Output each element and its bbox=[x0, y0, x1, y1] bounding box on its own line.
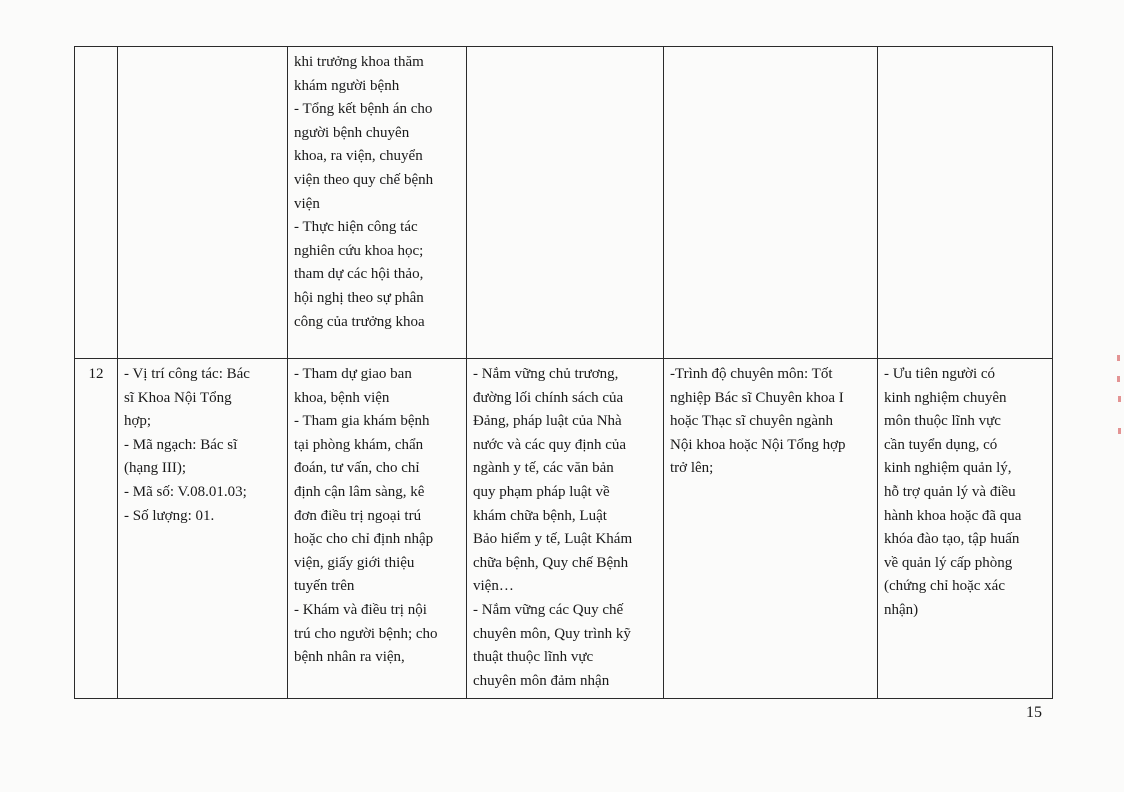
text-line: người bệnh chuyên bbox=[294, 124, 410, 141]
text-line: khám người bệnh bbox=[294, 77, 400, 94]
text-line: kinh nghiệm quản lý, bbox=[884, 460, 1012, 477]
cell-duties-continued bbox=[288, 47, 467, 359]
text-line: thuật thuộc lĩnh vực bbox=[473, 649, 594, 666]
text-line: (hạng III); bbox=[124, 460, 187, 477]
text-line: Bảo hiểm y tế, Luật Khám bbox=[473, 531, 633, 548]
table-row-12 bbox=[75, 359, 1053, 699]
text-line: hoặc cho chỉ định nhập bbox=[294, 531, 434, 548]
text-line: - Tham gia khám bệnh bbox=[294, 413, 430, 430]
cell-position bbox=[118, 359, 288, 699]
cell-stt-empty bbox=[75, 47, 118, 359]
scan-mark bbox=[1117, 355, 1120, 361]
cell-knowledge-empty bbox=[467, 47, 664, 359]
cell-qualification bbox=[664, 359, 878, 699]
text-line: hội nghị theo sự phân bbox=[294, 289, 424, 306]
page-number: 15 bbox=[1026, 704, 1042, 721]
text-line: viện bbox=[294, 195, 320, 212]
text-line: Nội khoa hoặc Nội Tổng hợp bbox=[670, 436, 846, 453]
text-line: - Mã ngạch: Bác sĩ bbox=[124, 436, 238, 453]
text-line: hợp; bbox=[124, 413, 152, 430]
text-line: - Nắm vững chủ trương, bbox=[473, 366, 619, 382]
text-line: khóa đào tạo, tập huấn bbox=[884, 531, 1020, 548]
text-line: về quản lý cấp phòng bbox=[884, 554, 1013, 571]
text-line: cần tuyển dụng, có bbox=[884, 436, 998, 453]
text-line: nước và các quy định của bbox=[473, 436, 627, 453]
text-line: - Số lượng: 01. bbox=[124, 507, 215, 524]
scan-mark bbox=[1118, 428, 1121, 434]
text-line: viện, giấy giới thiệu bbox=[294, 554, 415, 571]
text-line: - Thực hiện công tác bbox=[294, 219, 418, 236]
text-line: hoặc Thạc sĩ chuyên ngành bbox=[670, 413, 834, 430]
cell-stt bbox=[75, 359, 118, 699]
text-line: định cận lâm sàng, kê bbox=[294, 483, 425, 500]
text-line: - Khám và điều trị nội bbox=[294, 601, 427, 618]
cell-knowledge bbox=[467, 359, 664, 699]
text-line: quy phạm pháp luật về bbox=[473, 483, 610, 500]
text-line: hành khoa hoặc đã qua bbox=[884, 507, 1022, 524]
text-line: trở lên; bbox=[670, 460, 714, 477]
text-line: khoa, ra viện, chuyển bbox=[294, 148, 423, 165]
cell-priority bbox=[878, 359, 1053, 699]
scan-mark bbox=[1118, 396, 1121, 402]
text-line: đơn điều trị ngoại trú bbox=[294, 507, 422, 524]
text-line: môn thuộc lĩnh vực bbox=[884, 413, 1001, 430]
cell-duties bbox=[288, 359, 467, 699]
cell-position-empty bbox=[118, 47, 288, 359]
text-line: ngành y tế, các văn bản bbox=[473, 460, 614, 477]
text-line: - Vị trí công tác: Bác bbox=[124, 366, 250, 382]
text-line: Đảng, pháp luật của Nhà bbox=[473, 413, 622, 430]
text-line: khám chữa bệnh, Luật bbox=[473, 507, 607, 524]
text-line: - Mã số: V.08.01.03; bbox=[124, 483, 247, 500]
text-line: tham dự các hội thảo, bbox=[294, 266, 424, 283]
text-line: kinh nghiệm chuyên bbox=[884, 389, 1007, 406]
text-line: đoán, tư vấn, cho chỉ bbox=[294, 460, 420, 477]
table-row-continuation bbox=[75, 47, 1053, 359]
text-line: - Ưu tiên người có bbox=[884, 366, 996, 382]
text-line: nghiên cứu khoa học; bbox=[294, 242, 424, 259]
text-line: - Tham dự giao ban bbox=[294, 366, 412, 382]
text-line: tại phòng khám, chẩn bbox=[294, 436, 424, 453]
text-line: - Nắm vững các Quy chế bbox=[473, 601, 624, 618]
text-line: viện… bbox=[473, 578, 514, 595]
text-line: nghiệp Bác sĩ Chuyên khoa I bbox=[670, 389, 844, 406]
cell-qualification-empty bbox=[664, 47, 878, 359]
text-line: nhận) bbox=[884, 601, 919, 618]
text-line: khoa, bệnh viện bbox=[294, 389, 390, 406]
text-line: sĩ Khoa Nội Tổng bbox=[124, 389, 232, 406]
text-line: hỗ trợ quản lý và điều bbox=[884, 483, 1016, 500]
text-line: đường lối chính sách của bbox=[473, 389, 624, 406]
job-table bbox=[74, 46, 1053, 699]
cell-priority-empty bbox=[878, 47, 1053, 359]
text-line: chuyên môn đảm nhận bbox=[473, 672, 610, 689]
text-line: trú cho người bệnh; cho bbox=[294, 625, 438, 642]
text-line: công của trưởng khoa bbox=[294, 313, 425, 330]
text-line: viện theo quy chế bệnh bbox=[294, 171, 434, 188]
text-line: - Tổng kết bệnh án cho bbox=[294, 101, 433, 118]
text-line: -Trình độ chuyên môn: Tốt bbox=[670, 366, 833, 382]
text-line: khi trưởng khoa thăm bbox=[294, 54, 424, 70]
text-line: (chứng chỉ hoặc xác bbox=[884, 578, 1005, 595]
text-line: bệnh nhân ra viện, bbox=[294, 649, 405, 666]
scan-mark bbox=[1117, 376, 1120, 382]
row-number: 12 bbox=[88, 366, 104, 382]
text-line: chuyên môn, Quy trình kỹ bbox=[473, 625, 631, 642]
text-line: chữa bệnh, Quy chế Bệnh bbox=[473, 554, 629, 571]
text-line: tuyến trên bbox=[294, 578, 355, 595]
